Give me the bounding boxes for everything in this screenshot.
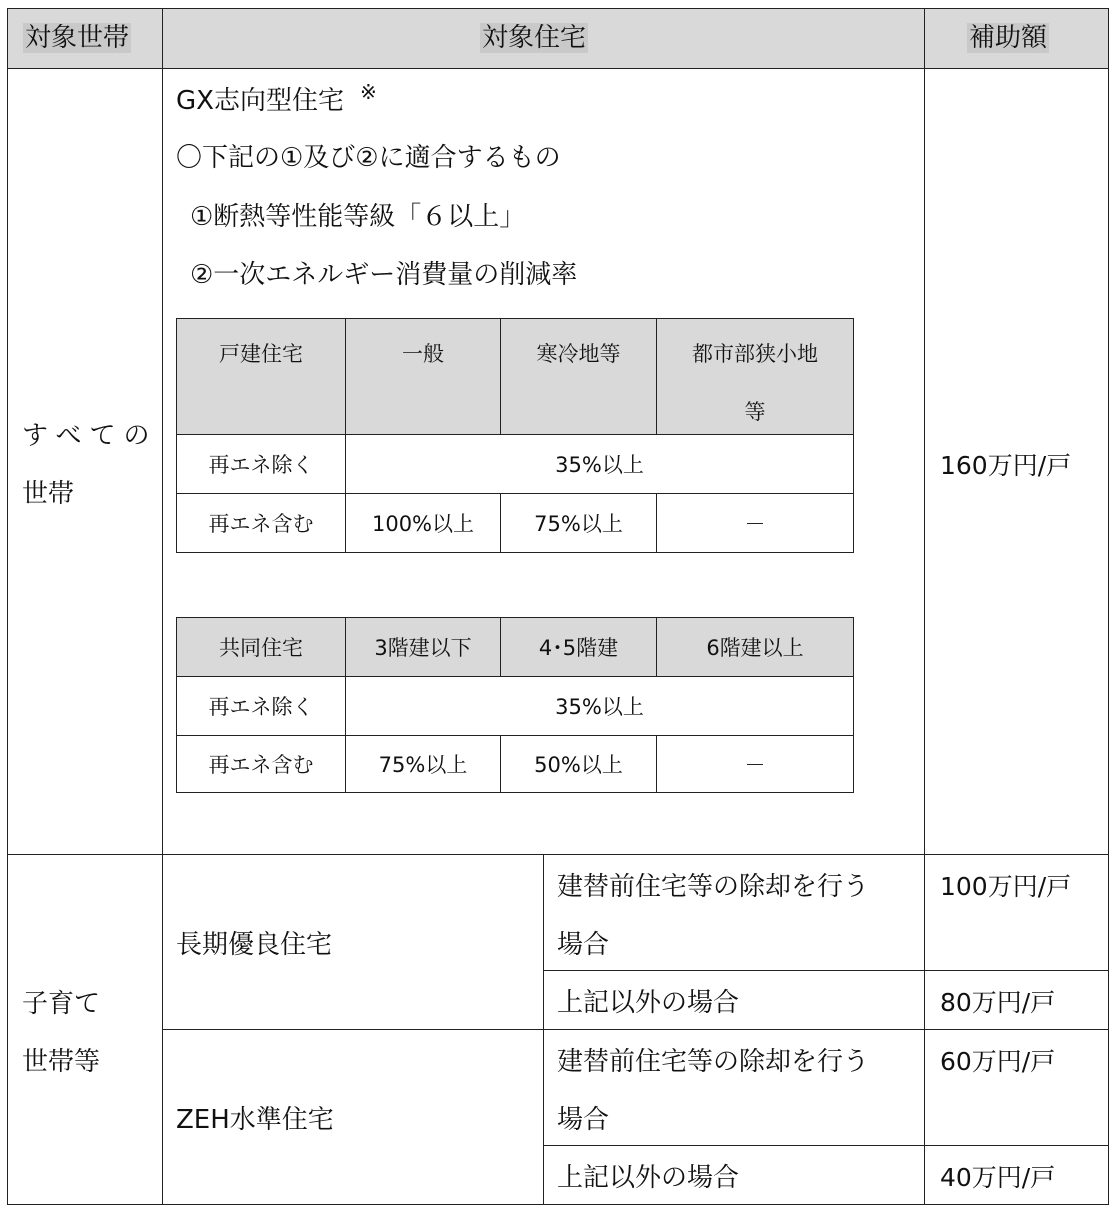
gx-item-1: ①断熱等性能等級「６以上」 xyxy=(190,202,526,232)
detached-row2-cold-region: 75%以上 xyxy=(501,494,657,553)
header-subsidy-label: 補助額 xyxy=(969,23,1048,53)
long-term-case1-line2: 場合 xyxy=(557,930,610,960)
zeh-case1-amount: 60万円/戸 xyxy=(940,1047,1056,1076)
detached-header-general: 一般 xyxy=(346,319,501,435)
long-term-case2: 上記以外の場合 xyxy=(557,988,740,1018)
collective-housing-table xyxy=(176,617,854,793)
collective-row1-value: 35%以上 xyxy=(346,677,854,736)
detached-row1-label: 再エネ除く xyxy=(177,435,346,494)
collective-row2-6f: － xyxy=(657,736,854,793)
collective-row2-4-5f: 50%以上 xyxy=(501,736,657,793)
long-term-case2-amount: 80万円/戸 xyxy=(940,988,1056,1017)
detached-row2-urban-narrow: － xyxy=(657,494,854,553)
collective-header-6f: 6階建以上 xyxy=(657,618,854,677)
household-child-line2: 世帯等 xyxy=(22,1047,101,1077)
household-all-line2: 世帯 xyxy=(22,479,75,509)
collective-row2-3f: 75%以上 xyxy=(346,736,501,793)
detached-housing-table xyxy=(176,318,854,553)
detached-header-urban-narrow: 都市部狭小地 等 xyxy=(657,319,854,435)
header-household-label: 対象世帯 xyxy=(25,23,130,53)
zeh-case2: 上記以外の場合 xyxy=(557,1163,740,1193)
zeh-case2-amount: 40万円/戸 xyxy=(940,1163,1056,1192)
gx-condition: 〇下記の①及び②に適合するもの xyxy=(176,143,561,173)
long-term-case1-line1: 建替前住宅等の除却を行う xyxy=(557,872,870,902)
long-term-case1-amount: 100万円/戸 xyxy=(940,872,1072,901)
zeh-case1-line2: 場合 xyxy=(557,1105,610,1135)
detached-row1-value: 35%以上 xyxy=(346,435,854,494)
gx-title-mark: ※ xyxy=(360,80,377,104)
detached-header-cold-region: 寒冷地等 xyxy=(501,319,657,435)
gx-amount: 160万円/戸 xyxy=(940,451,1072,480)
zeh-case1-line1: 建替前住宅等の除却を行う xyxy=(557,1047,870,1077)
collective-header-3f: 3階建以下 xyxy=(346,618,501,677)
header-housing-label: 対象住宅 xyxy=(482,23,587,53)
detached-row2-label: 再エネ含む xyxy=(177,494,346,553)
collective-header-type: 共同住宅 xyxy=(177,618,346,677)
collective-row2-label: 再エネ含む xyxy=(177,736,346,793)
household-child-line1: 子育て xyxy=(22,989,101,1019)
gx-title: GX志向型住宅 xyxy=(176,86,344,116)
gx-item-2: ②一次エネルギー消費量の削減率 xyxy=(190,260,578,290)
collective-row1-label: 再エネ除く xyxy=(177,677,346,736)
zeh-housing-name: ZEH水準住宅 xyxy=(176,1105,334,1135)
long-term-housing-name: 長期優良住宅 xyxy=(176,930,333,960)
household-all-line1: すべての xyxy=(22,421,158,451)
detached-row2-general: 100%以上 xyxy=(346,494,501,553)
collective-header-4-5f: 4･5階建 xyxy=(501,618,657,677)
detached-header-type: 戸建住宅 xyxy=(177,319,346,435)
